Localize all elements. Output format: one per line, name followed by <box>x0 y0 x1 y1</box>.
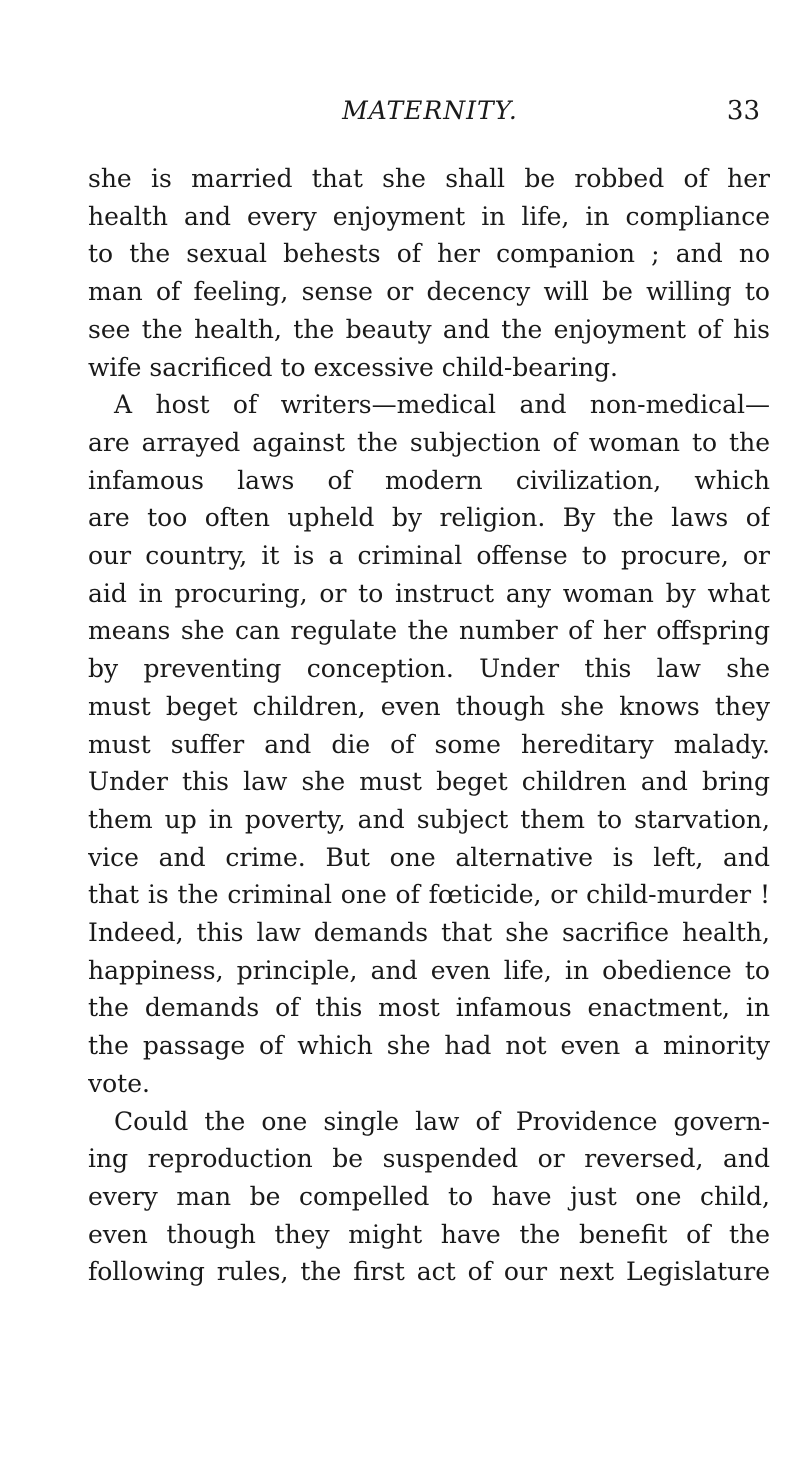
text-line: by preventing conception. Under this law she <box>88 654 770 684</box>
text-line: even though they might have the benefit of the <box>88 1219 770 1249</box>
text-line: Indeed, this law demands that she sacrifice health, <box>88 918 770 948</box>
text-line: wife sacrificed to excessive child-bearing. <box>88 352 618 382</box>
text-line: infamous laws of modern civilization, which <box>88 465 770 495</box>
body-text <box>88 160 770 1291</box>
text-line: are too often upheld by religion. By the laws of <box>88 503 770 533</box>
text-line: ing reproduction be suspended or reversed, and <box>88 1144 770 1174</box>
text-line: vote. <box>88 1068 150 1098</box>
text-line: vice and crime. But one alternative is left, and <box>88 842 770 872</box>
text-line: man of feeling, sense or decency will be willing to <box>88 277 770 307</box>
text-line: health and every enjoyment in life, in compliance <box>88 201 770 231</box>
text-line: the demands of this most infamous enactment, in <box>88 993 770 1023</box>
text-line: see the health, the beauty and the enjoyment of his <box>88 314 770 344</box>
text-line: aid in procuring, or to instruct any woman by what <box>88 578 770 608</box>
text-line: A host of writers—medical and non-medical— <box>114 390 770 420</box>
text-line: are arrayed against the subjection of woman to the <box>88 427 770 457</box>
text-line: Could the one single law of Providence govern- <box>114 1106 770 1136</box>
text-line: means she can regulate the number of her offspring <box>88 616 770 646</box>
text-line: Under this law she must beget children and bring <box>88 767 770 797</box>
text-line: following rules, the first act of our next Legislature <box>88 1257 770 1287</box>
running-head: MATERNITY. <box>342 96 518 125</box>
page-header <box>90 96 770 136</box>
text-line: them up in poverty, and subject them to starvation, <box>88 804 770 834</box>
text-line: that is the criminal one of fœticide, or child-murder ! <box>88 880 770 910</box>
text-line: to the sexual behests of her companion ; and no <box>88 239 770 269</box>
text-line: the passage of which she had not even a minority <box>88 1031 770 1061</box>
text-line: happiness, principle, and even life, in obedience to <box>88 955 770 985</box>
page-number: 33 <box>726 96 760 126</box>
text-line: must suffer and die of some hereditary malady. <box>88 729 770 759</box>
text-line: she is married that she shall be robbed of her <box>88 164 770 193</box>
text-line: every man be compelled to have just one child, <box>88 1181 770 1211</box>
text-line: must beget children, even though she knows they <box>88 691 770 721</box>
text-line: our country, it is a criminal offense to procure, or <box>88 541 770 571</box>
